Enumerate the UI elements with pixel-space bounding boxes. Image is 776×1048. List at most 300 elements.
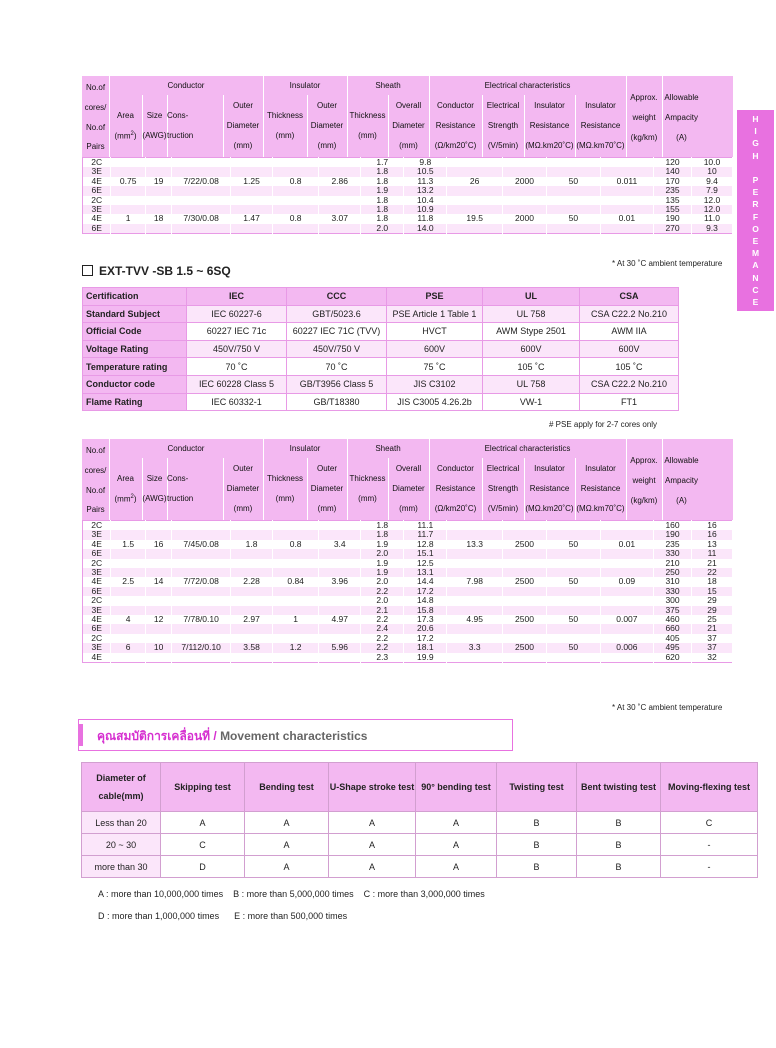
header-label: Resistance [580, 484, 621, 493]
cert-header-cell: UL [483, 288, 580, 306]
header-label: cores/ [84, 466, 107, 475]
table-cell [600, 224, 654, 234]
table-cell: 21 [691, 559, 732, 568]
table-row [83, 568, 733, 577]
table-cell: 330 [654, 549, 692, 558]
area-unit [109, 131, 142, 141]
table-cell: 3E [83, 568, 111, 577]
cert-cell: 105 ˚C [580, 358, 679, 376]
table-cell: 140 [654, 167, 692, 176]
cert-cell: JIS C3102 [387, 375, 483, 393]
cert-row [83, 340, 679, 358]
table-cell: 405 [654, 634, 692, 643]
header-label: Resistance [529, 121, 570, 130]
table-cell [231, 186, 273, 195]
table-cell: 250 [654, 568, 692, 577]
table-cell [273, 587, 319, 596]
table-cell: 50 [547, 214, 601, 223]
table-cell: 19 [145, 177, 171, 186]
header-label: Thickness [266, 111, 303, 120]
table-cell: 13.1 [404, 568, 447, 577]
table-cell: 1.8 [361, 167, 404, 176]
table-cell [319, 521, 361, 531]
header-label: Resistance [435, 484, 476, 493]
table-cell: 495 [654, 643, 692, 652]
table-cell [111, 568, 146, 577]
movement-cell: B [497, 834, 577, 856]
table-cell [231, 606, 273, 615]
header-label: Thickness [349, 111, 386, 120]
table-cell: 2.2 [361, 634, 404, 643]
table-cell: 12 [145, 615, 171, 624]
header-label: (mm) [358, 131, 377, 140]
certification-table [82, 287, 679, 411]
header-label: No.of [85, 446, 106, 455]
cert-row-label: Official Code [83, 323, 187, 341]
table-cell [145, 530, 171, 539]
cert-cell: PSE Article 1 Table 1 [387, 305, 483, 323]
table-cell: 235 [654, 186, 692, 195]
movement-header-row [82, 763, 758, 812]
movement-cell: A [416, 856, 497, 878]
table-cell [172, 624, 231, 633]
table-cell: 1.47 [231, 214, 273, 223]
table-cell [145, 186, 171, 195]
table-cell: 17.3 [404, 615, 447, 624]
table-cell [502, 559, 546, 568]
table-cell [600, 606, 654, 615]
table-cell [111, 224, 146, 234]
table-cell [145, 224, 171, 234]
table-cell [319, 167, 361, 176]
area-unit [109, 494, 142, 504]
table-cell: 7.98 [447, 577, 503, 586]
header-divider [167, 95, 168, 157]
table-cell: 13.2 [404, 186, 447, 195]
table-cell [502, 224, 546, 234]
table-cell [547, 596, 601, 605]
cert-cell: UL 758 [483, 375, 580, 393]
table-cell: 10.9 [404, 205, 447, 214]
movement-header-cell: 90° bending test [416, 763, 497, 812]
spec-table-body [82, 157, 733, 234]
table-cell [145, 568, 171, 577]
cert-cell: 450V/750 V [287, 340, 387, 358]
table-row [83, 214, 733, 223]
table-cell [319, 205, 361, 214]
sidebar-letter: M [751, 248, 760, 259]
table-cell [319, 224, 361, 234]
table-cell: 5.96 [319, 643, 361, 652]
movement-legend-1: A : more than 10,000,000 times B : more than 5,000,000 times C : more than 3,000,000 times [98, 889, 485, 899]
table-row [83, 205, 733, 214]
header-label: weight [632, 113, 656, 122]
header-label: Cons- [167, 474, 189, 483]
table-cell: 15 [691, 587, 732, 596]
table-cell [319, 196, 361, 205]
spec-table-header [82, 76, 733, 157]
table-cell [600, 196, 654, 205]
movement-header-cell: Bending test [245, 763, 329, 812]
header-label: Thickness [349, 474, 386, 483]
cert-row [83, 375, 679, 393]
header-label: (mm) [399, 141, 418, 150]
table-cell [273, 521, 319, 531]
table-cell [600, 530, 654, 539]
table-cell [172, 205, 231, 214]
table-cell: 2000 [502, 214, 546, 223]
table-row [83, 521, 733, 531]
cert-header-row [83, 288, 679, 306]
table-cell: 2.0 [361, 224, 404, 234]
cert-row [83, 393, 679, 411]
table-row [83, 167, 733, 176]
table-cell [273, 196, 319, 205]
table-cell [547, 549, 601, 558]
cert-row-label: Voltage Rating [83, 340, 187, 358]
movement-title-box [78, 719, 513, 751]
table-cell [231, 549, 273, 558]
table-cell: 120 [654, 158, 692, 168]
table-cell: 6E [83, 224, 111, 234]
table-cell [145, 559, 171, 568]
header-label: weight [632, 476, 656, 485]
table-cell [319, 624, 361, 633]
table-row [83, 177, 733, 186]
table-cell [447, 653, 503, 663]
table-cell: 22 [691, 568, 732, 577]
table-cell [447, 205, 503, 214]
cert-cell: 70 ˚C [187, 358, 287, 376]
table-cell [547, 196, 601, 205]
table-cell: 1.8 [231, 540, 273, 549]
table-cell [600, 559, 654, 568]
table-cell: 0.006 [600, 643, 654, 652]
table-cell [145, 549, 171, 558]
table-cell: 2C [83, 158, 111, 168]
table-cell: 11.0 [691, 214, 732, 223]
header-label: (Ω/km20˚C) [434, 141, 477, 150]
table-cell [273, 186, 319, 195]
table-cell [547, 167, 601, 176]
table-cell: 170 [654, 177, 692, 186]
header-label: Electrical characteristics [484, 444, 571, 453]
checkbox-icon [82, 265, 93, 276]
movement-cell: A [329, 812, 416, 834]
header-label: (AWG) [142, 494, 167, 503]
table-cell: 1.9 [361, 568, 404, 577]
table-row [83, 540, 733, 549]
sidebar-letter: I [754, 126, 757, 137]
header-label: Resistance [580, 121, 621, 130]
table-cell [547, 568, 601, 577]
table-cell: 1.2 [273, 643, 319, 652]
table-cell: 4E [83, 615, 111, 624]
table-cell [447, 167, 503, 176]
table-row [83, 634, 733, 643]
table-cell: 9.8 [404, 158, 447, 168]
header-label: Allowable [664, 93, 699, 102]
header-label: Diameter [226, 484, 260, 493]
high-performance-sidebar [737, 110, 774, 311]
table-cell: 7/72/0.08 [172, 577, 231, 586]
table-cell: 50 [547, 615, 601, 624]
table-cell [502, 606, 546, 615]
cert-cell: 60227 IEC 71c [187, 323, 287, 341]
table-cell: 1.8 [361, 530, 404, 539]
cert-cell: IEC 60332-1 [187, 393, 287, 411]
table-cell: 210 [654, 559, 692, 568]
table-cell [447, 521, 503, 531]
table-cell: 16 [691, 521, 732, 531]
cert-header-cell: CCC [287, 288, 387, 306]
table-cell: 4E [83, 577, 111, 586]
table-cell: 1.8 [361, 205, 404, 214]
table-cell [447, 606, 503, 615]
table-cell: 2.1 [361, 606, 404, 615]
movement-title [97, 727, 367, 746]
table-row [83, 577, 733, 586]
table-cell: 3.96 [319, 577, 361, 586]
table-cell: 4E [83, 214, 111, 223]
table-cell [600, 549, 654, 558]
cert-cell: HVCT [387, 323, 483, 341]
table-cell: 7/30/0.08 [172, 214, 231, 223]
header-label: Outer [316, 464, 337, 473]
table-cell [547, 205, 601, 214]
table-cell: 4.97 [319, 615, 361, 624]
table-cell [447, 634, 503, 643]
table-cell [319, 596, 361, 605]
table-cell [172, 186, 231, 195]
table-cell [111, 186, 146, 195]
movement-cell: - [661, 856, 758, 878]
table-cell [111, 653, 146, 663]
table-cell [145, 653, 171, 663]
cert-cell: JIS C3005 4.26.2b [387, 393, 483, 411]
table-cell [273, 530, 319, 539]
section-title [82, 264, 231, 278]
movement-row-label: more than 30 [82, 856, 161, 878]
header-label: (MΩ.km70˚C) [576, 504, 625, 513]
cert-header-cell: IEC [187, 288, 287, 306]
table-cell [447, 158, 503, 168]
table-cell [172, 559, 231, 568]
movement-header-cell: Skipping test [161, 763, 245, 812]
header-label: Diameter [392, 484, 425, 493]
movement-legend-2: D : more than 1,000,000 times E : more than 500,000 times [98, 911, 348, 921]
header-label: Approx. [630, 456, 658, 465]
table-cell: 1.8 [361, 214, 404, 223]
header-label: Resistance [529, 484, 570, 493]
movement-cell: B [497, 812, 577, 834]
cert-row-label: Conductor code [83, 375, 187, 393]
table-cell: 2.3 [361, 653, 404, 663]
table-cell: 11.3 [404, 177, 447, 186]
table-cell: 50 [547, 540, 601, 549]
header-label: No.of [85, 486, 106, 495]
table-cell: 17.2 [404, 634, 447, 643]
header-label: Size [146, 111, 163, 120]
movement-cell: A [245, 856, 329, 878]
table-cell: 1.8 [361, 196, 404, 205]
table-cell [145, 167, 171, 176]
table-cell [447, 549, 503, 558]
movement-cell: C [661, 812, 758, 834]
sidebar-letter: E [752, 297, 759, 307]
table-row [83, 643, 733, 652]
table-cell [502, 634, 546, 643]
header-label: Diameter [310, 484, 344, 493]
table-cell [172, 196, 231, 205]
header-label: (A) [676, 496, 687, 505]
cert-cell: CSA C22.2 No.210 [580, 375, 679, 393]
sidebar-letter: O [752, 223, 759, 234]
table-cell: 7/45/0.08 [172, 540, 231, 549]
table-cell [547, 521, 601, 531]
table-cell: 0.01 [600, 214, 654, 223]
table-cell: 330 [654, 587, 692, 596]
table-cell [231, 521, 273, 531]
table-cell [547, 559, 601, 568]
area-unit-b: ) [133, 494, 137, 504]
movement-cell: A [416, 812, 497, 834]
header-label: Electrical [486, 464, 520, 473]
movement-cell: B [497, 856, 577, 878]
table-cell: 0.011 [600, 177, 654, 186]
table-cell: 4 [111, 615, 146, 624]
table-cell [172, 634, 231, 643]
table-cell: 19.5 [447, 214, 503, 223]
cert-header-cell: PSE [387, 288, 483, 306]
table-cell: 235 [654, 540, 692, 549]
movement-row-label: Less than 20 [82, 812, 161, 834]
header-label: Insulator [289, 444, 321, 453]
table-cell [319, 549, 361, 558]
sidebar-letter: A [752, 260, 759, 271]
header-label: Outer [232, 464, 253, 473]
cert-cell: VW-1 [483, 393, 580, 411]
table-cell: 18.1 [404, 643, 447, 652]
ambient-note-1: * At 30 ˚C ambient temperature [612, 259, 723, 268]
table-cell [600, 634, 654, 643]
table-cell: 3E [83, 167, 111, 176]
header-label: Insulator [585, 464, 616, 473]
table-cell: 3E [83, 205, 111, 214]
header-label: Size [146, 474, 163, 483]
header-label: Insulator [534, 464, 565, 473]
table-cell: 11.1 [404, 521, 447, 531]
cert-header-cell: Certification [83, 288, 187, 306]
table-cell [145, 587, 171, 596]
area-unit-sup: 2 [130, 494, 134, 500]
table-row [83, 158, 733, 168]
table-cell [145, 596, 171, 605]
table-cell: 50 [547, 577, 601, 586]
pse-note: # PSE apply for 2-7 cores only [549, 420, 658, 429]
cert-cell: GBT/5023.6 [287, 305, 387, 323]
diameter-header [82, 763, 161, 812]
table-cell: 6E [83, 549, 111, 558]
table-cell [172, 549, 231, 558]
table-cell: 7/78/0.10 [172, 615, 231, 624]
movement-cell: A [329, 856, 416, 878]
table-cell [111, 596, 146, 605]
table-row [83, 606, 733, 615]
table-cell: 20.6 [404, 624, 447, 633]
movement-header-cell: U-Shape stroke test [329, 763, 416, 812]
cert-cell: 600V [483, 340, 580, 358]
table-cell: 375 [654, 606, 692, 615]
table-cell [273, 205, 319, 214]
table-cell [145, 634, 171, 643]
table-cell: 37 [691, 643, 732, 652]
table-cell: 2500 [502, 615, 546, 624]
table-cell [273, 549, 319, 558]
header-label: Insulator [534, 101, 565, 110]
table-cell: 2.86 [319, 177, 361, 186]
table-cell [502, 587, 546, 596]
table-cell: 0.8 [273, 214, 319, 223]
movement-title-en: Movement characteristics [220, 729, 368, 743]
table-cell: 3E [83, 530, 111, 539]
header-label: (V/5min) [487, 141, 519, 150]
table-cell [273, 158, 319, 168]
table-cell [145, 606, 171, 615]
table-row [83, 186, 733, 195]
movement-cell: B [577, 812, 661, 834]
table-cell: 10 [691, 167, 732, 176]
table-cell: 2C [83, 634, 111, 643]
table-cell: 1 [111, 214, 146, 223]
table-cell: 18 [145, 214, 171, 223]
header-label: Area [117, 111, 134, 120]
cert-row [83, 305, 679, 323]
table-cell [231, 568, 273, 577]
header-label: No.of [85, 83, 106, 92]
header-label: Conductor [167, 81, 205, 90]
table-cell: 7/22/0.08 [172, 177, 231, 186]
ambient-note-2: * At 30 ˚C ambient temperature [612, 703, 723, 712]
table-cell: 10 [145, 643, 171, 652]
table-cell [145, 205, 171, 214]
table-cell: 4E [83, 540, 111, 549]
table-cell: 2C [83, 596, 111, 605]
movement-cell: B [577, 856, 661, 878]
table-cell: 0.8 [273, 540, 319, 549]
table-cell [447, 196, 503, 205]
header-label: Conductor [437, 101, 474, 110]
table-cell [547, 587, 601, 596]
header-label: (AWG) [142, 131, 167, 140]
table-cell: 2.0 [361, 596, 404, 605]
table-cell [502, 624, 546, 633]
table-cell: 2.2 [361, 615, 404, 624]
table-cell: 32 [691, 653, 732, 663]
table-cell: 14.0 [404, 224, 447, 234]
table-cell: 6 [111, 643, 146, 652]
header-label: Overall [395, 464, 422, 473]
table-cell [273, 653, 319, 663]
header-label: Diameter [310, 121, 344, 130]
table-cell [547, 530, 601, 539]
table-cell [600, 521, 654, 531]
table-cell: 29 [691, 606, 732, 615]
cert-cell: FT1 [580, 393, 679, 411]
table-cell: 16 [691, 530, 732, 539]
movement-cell: A [329, 834, 416, 856]
header-label: Resistance [435, 121, 476, 130]
